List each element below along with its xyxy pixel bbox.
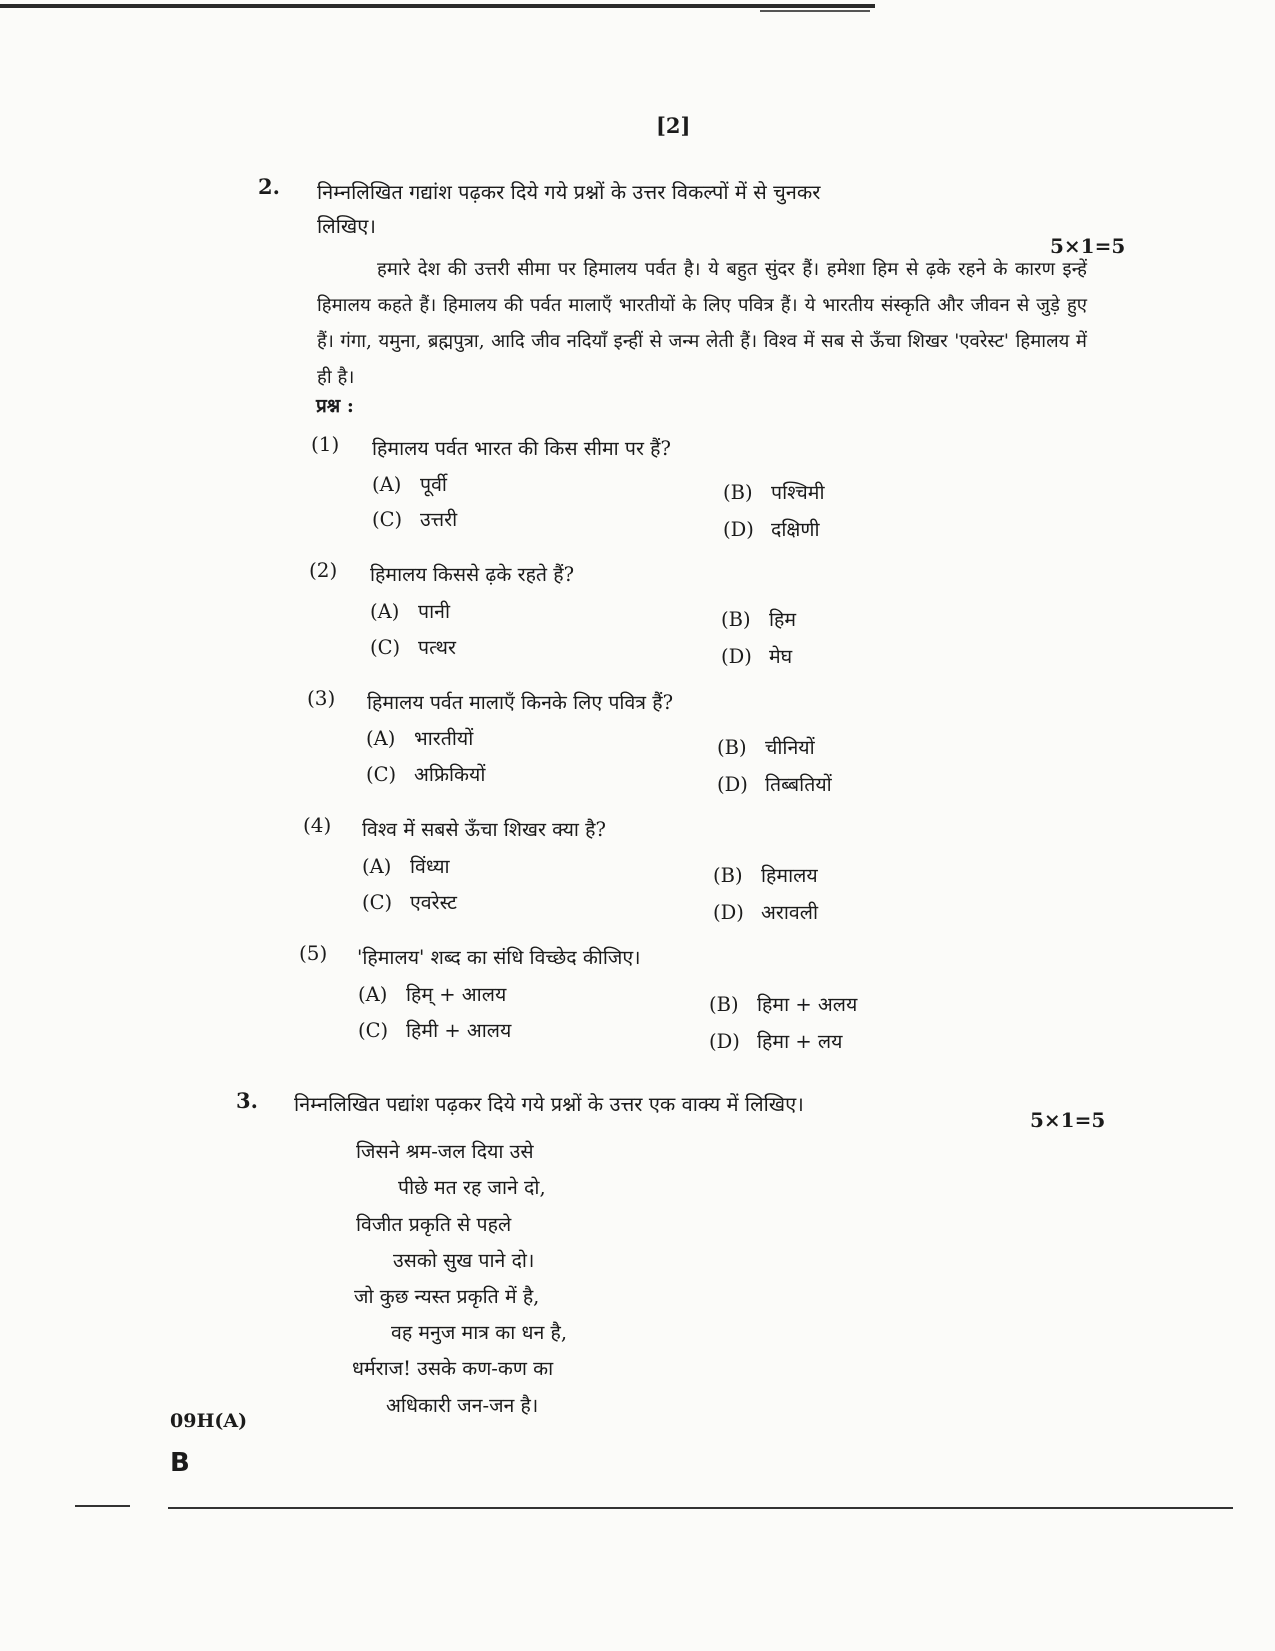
q2-instruction-line2: लिखिए। bbox=[317, 214, 376, 238]
subq5-number: (5) bbox=[299, 941, 328, 965]
poem-line-2: पीछे मत रह जाने दो, bbox=[398, 1176, 546, 1199]
q3-marks: 5×1=5 bbox=[1030, 1108, 1106, 1132]
option-label: (A) bbox=[370, 600, 400, 623]
subq4-option-c bbox=[362, 888, 457, 915]
subq2-option-a bbox=[370, 597, 450, 624]
subq1-option-d bbox=[723, 515, 820, 542]
option-label: (B) bbox=[717, 736, 747, 759]
option-text: हिम् + आलय bbox=[406, 983, 507, 1006]
option-label: (A) bbox=[372, 473, 402, 496]
option-label: (C) bbox=[362, 891, 393, 914]
top-scan-mark bbox=[760, 10, 870, 12]
option-label: (D) bbox=[713, 901, 744, 924]
subq1-option-a bbox=[372, 470, 447, 497]
q2-instruction-line1: निम्नलिखित गद्यांश पढ़कर दिये गये प्रश्नों के उत्तर विकल्पों में से चुनकर bbox=[317, 180, 821, 204]
option-text: हिमा + लय bbox=[757, 1030, 843, 1053]
paper-code: 09H(A) bbox=[170, 1410, 248, 1432]
subq1-option-b bbox=[723, 478, 825, 505]
option-text: उत्तरी bbox=[420, 508, 458, 531]
poem-line-8: अधिकारी जन-जन है। bbox=[386, 1394, 539, 1417]
option-text: पश्चिमी bbox=[771, 481, 825, 504]
option-text: पत्थर bbox=[418, 636, 456, 659]
option-text: पानी bbox=[418, 600, 450, 623]
subq1-option-c bbox=[372, 505, 457, 532]
subq3-text: हिमालय पर्वत मालाएँ किनके लिए पवित्र हैं? bbox=[367, 691, 674, 714]
subq4-text: विश्व में सबसे ऊँचा शिखर क्या है? bbox=[362, 818, 606, 841]
subq2-text: हिमालय किससे ढ़के रहते हैं? bbox=[370, 563, 575, 586]
subq3-option-c bbox=[366, 760, 485, 787]
option-label: (D) bbox=[723, 518, 754, 541]
subq3-number: (3) bbox=[307, 686, 336, 710]
option-label: (D) bbox=[709, 1030, 740, 1053]
option-text: चीनियों bbox=[765, 736, 815, 759]
subq1-text: हिमालय पर्वत भारत की किस सीमा पर हैं? bbox=[372, 437, 671, 460]
subq2-option-b bbox=[721, 605, 796, 632]
poem-line-5: जो कुछ न्यस्त प्रकृति में है, bbox=[354, 1285, 540, 1308]
subq4-number: (4) bbox=[303, 813, 332, 837]
option-text: भारतीयों bbox=[414, 727, 474, 750]
option-label: (A) bbox=[358, 983, 388, 1006]
option-label: (A) bbox=[366, 727, 396, 750]
paper-series: B bbox=[170, 1448, 190, 1478]
subq4-option-a bbox=[362, 852, 450, 879]
poem-line-1: जिसने श्रम-जल दिया उसे bbox=[356, 1140, 534, 1163]
subq5-text: 'हिमालय' शब्द का संधि विच्छेद कीजिए। bbox=[357, 946, 641, 969]
page-number: [2] bbox=[656, 113, 691, 138]
bottom-rule-left bbox=[75, 1505, 130, 1507]
subq1-number: (1) bbox=[311, 432, 340, 456]
option-label: (C) bbox=[370, 636, 401, 659]
option-text: दक्षिणी bbox=[771, 518, 820, 541]
subq2-option-c bbox=[370, 633, 456, 660]
subq4-option-d bbox=[713, 898, 818, 925]
subq2-number: (2) bbox=[309, 558, 338, 582]
q2-passage bbox=[317, 252, 1087, 396]
poem-line-4: उसको सुख पाने दो। bbox=[393, 1249, 535, 1272]
q2-marks: 5×1=5 bbox=[1050, 234, 1126, 258]
option-text: हिमा + अलय bbox=[757, 993, 858, 1016]
option-label: (C) bbox=[366, 763, 397, 786]
option-text: अफ्रिकियों bbox=[414, 763, 486, 786]
subq4-option-b bbox=[713, 861, 818, 888]
top-scan-border bbox=[0, 4, 875, 8]
q3-instruction: निम्नलिखित पद्यांश पढ़कर दिये गये प्रश्नों के उत्तर एक वाक्य में लिखिए। bbox=[294, 1092, 804, 1116]
poem-line-7: धर्मराज! उसके कण-कण का bbox=[352, 1357, 554, 1380]
option-label: (A) bbox=[362, 855, 392, 878]
bottom-rule bbox=[168, 1507, 1233, 1509]
option-label: (D) bbox=[721, 645, 752, 668]
option-text: पूर्वी bbox=[420, 473, 447, 496]
option-label: (C) bbox=[358, 1019, 389, 1042]
option-label: (C) bbox=[372, 508, 403, 531]
option-text: हिम bbox=[769, 608, 797, 631]
option-text: विंध्या bbox=[410, 855, 450, 878]
subq5-option-a bbox=[358, 980, 506, 1007]
option-label: (B) bbox=[721, 608, 751, 631]
option-text: मेघ bbox=[769, 645, 793, 668]
option-text: हिमालय bbox=[761, 864, 818, 887]
q2-passage-text: हमारे देश की उत्तरी सीमा पर हिमालय पर्वत है। ये बहुत सुंदर हैं। हमेशा हिम से ढ़के रहने के कारण इन्हें हिमालय कहते हैं। हिमालय की पर्वत मालाएँ भारतीयों के लिए पवित्र हैं। ये भारतीय संस्कृति और जीवन से जुड़े हुए हैं। गंगा, यमुना, ब्रह्मपुत्रा, आदि जीव नदियाँ इन्हीं से जन्म लेती हैं। विश्व में सब से ऊँचा शिखर 'एवरेस्ट' हिमालय में ही है। bbox=[317, 259, 1087, 388]
subq3-option-a bbox=[366, 724, 473, 751]
poem-line-6: वह मनुज मात्र का धन है, bbox=[391, 1321, 568, 1344]
option-label: (B) bbox=[713, 864, 743, 887]
subq5-option-c bbox=[358, 1016, 511, 1043]
poem-line-3: विजीत प्रकृति से पहले bbox=[356, 1213, 512, 1236]
option-label: (B) bbox=[709, 993, 739, 1016]
option-label: (D) bbox=[717, 773, 748, 796]
option-label: (B) bbox=[723, 481, 753, 504]
option-text: अरावली bbox=[761, 901, 819, 924]
subq5-option-d bbox=[709, 1027, 842, 1054]
q2-number: 2. bbox=[258, 174, 280, 199]
subq2-option-d bbox=[721, 642, 792, 669]
subq5-option-b bbox=[709, 990, 857, 1017]
subq3-option-d bbox=[717, 770, 832, 797]
q3-number: 3. bbox=[236, 1088, 258, 1113]
option-text: तिब्बतियों bbox=[765, 773, 832, 796]
option-text: हिमी + आलय bbox=[406, 1019, 512, 1042]
subq3-option-b bbox=[717, 733, 815, 760]
prashn-label: प्रश्न : bbox=[316, 395, 354, 417]
option-text: एवरेस्ट bbox=[410, 891, 458, 914]
